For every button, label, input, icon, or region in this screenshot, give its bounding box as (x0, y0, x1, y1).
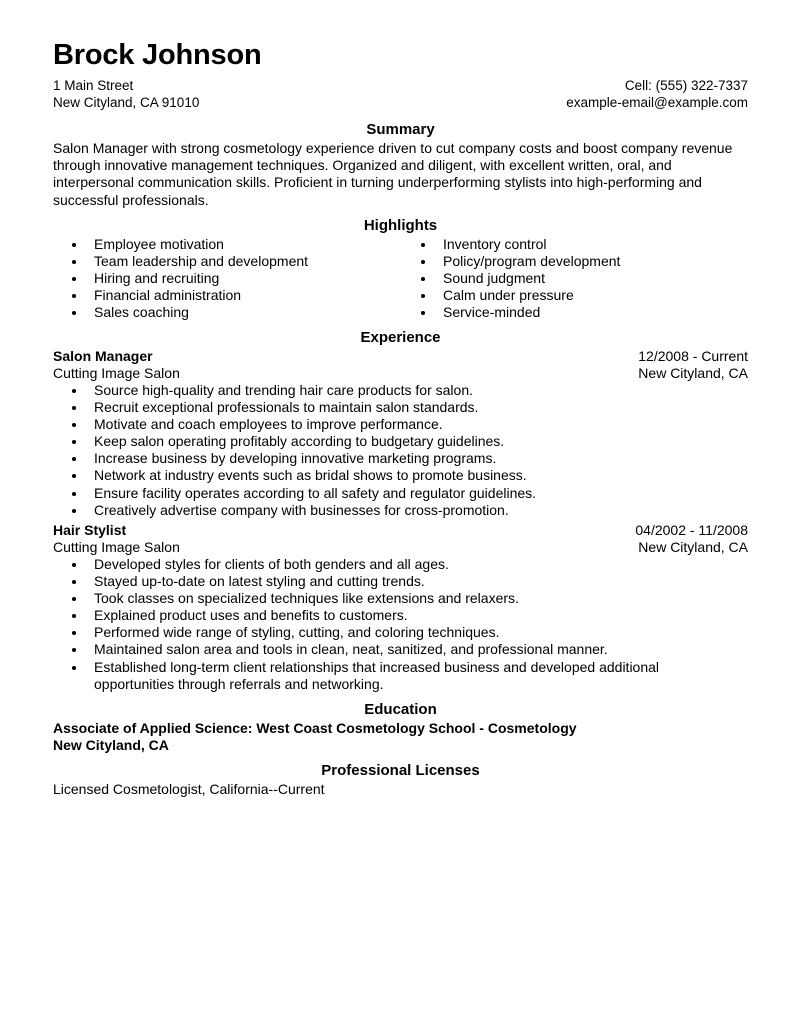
address-block (53, 77, 199, 111)
job-dates: 12/2008 - Current (638, 348, 748, 364)
email: example-email@example.com (566, 95, 748, 110)
license-text: Licensed Cosmetologist, California--Current (53, 781, 325, 797)
highlights-right-list (402, 236, 620, 321)
job-bullet: Creatively advertise company with businesses for cross-promotion. (53, 502, 713, 519)
job-bullet: Took classes on specialized techniques like extensions and relaxers. (53, 590, 713, 607)
highlight-item: Sound judgment (402, 270, 620, 287)
highlight-item: Employee motivation (53, 236, 308, 253)
highlight-item: Policy/program development (402, 253, 620, 270)
job-bullet: Network at industry events such as bridal shows to promote business. (53, 467, 713, 484)
job-bullet: Performed wide range of styling, cutting, and coloring techniques. (53, 624, 713, 641)
education-heading: Education (364, 701, 437, 718)
job-bullet: Source high-quality and trending hair care products for salon. (53, 382, 713, 399)
licenses-heading: Professional Licenses (321, 762, 480, 779)
candidate-name: Brock Johnson (53, 39, 262, 71)
job-location: New Cityland, CA (638, 365, 748, 381)
job-company: Cutting Image Salon (53, 365, 180, 381)
contact-block (566, 77, 748, 111)
highlight-item: Inventory control (402, 236, 620, 253)
highlight-item: Sales coaching (53, 304, 308, 321)
summary-heading: Summary (366, 121, 435, 138)
job-bullet: Ensure facility operates according to all safety and regulator guidelines. (53, 485, 713, 502)
job-company: Cutting Image Salon (53, 539, 180, 555)
job-dates: 04/2002 - 11/2008 (635, 522, 748, 538)
highlights-left-list (53, 236, 308, 321)
highlight-item: Team leadership and development (53, 253, 308, 270)
job-title: Hair Stylist (53, 522, 127, 538)
job-bullet: Established long-term client relationships that increased business and developed additional opportunities through referrals and networking. (53, 659, 713, 693)
summary-text: Salon Manager with strong cosmetology experience driven to cut company costs and boost company revenue through innovative management techniques. Organized and diligent, with excellent written, oral, and interpersonal communication skills. Proficient in turning underperforming stylists into high-performing and successful professionals. (53, 140, 733, 208)
highlight-item: Calm under pressure (402, 287, 620, 304)
education-location: New Cityland, CA (53, 737, 169, 753)
phone: Cell: (555) 322-7337 (624, 78, 748, 93)
experience-heading: Experience (360, 329, 441, 346)
address-line-1: 1 Main Street (53, 78, 134, 93)
job-bullet: Increase business by developing innovative marketing programs. (53, 450, 713, 467)
job-bullets (53, 382, 713, 519)
highlights-heading: Highlights (363, 217, 438, 234)
job-bullet: Stayed up-to-date on latest styling and cutting trends. (53, 573, 713, 590)
job-title: Salon Manager (53, 348, 153, 364)
job-location: New Cityland, CA (638, 539, 748, 555)
job-bullet: Keep salon operating profitably according to budgetary guidelines. (53, 433, 713, 450)
highlight-item: Financial administration (53, 287, 308, 304)
job-bullet: Developed styles for clients of both genders and all ages. (53, 556, 713, 573)
job-bullets (53, 556, 713, 693)
job-bullet: Recruit exceptional professionals to maintain salon standards. (53, 399, 713, 416)
job-bullet: Motivate and coach employees to improve performance. (53, 416, 713, 433)
education-block (53, 720, 577, 754)
job-bullet: Maintained salon area and tools in clean, neat, sanitized, and professional manner. (53, 641, 713, 658)
education-degree: Associate of Applied Science: West Coast Cosmetology School - Cosmetology (53, 720, 577, 736)
job-bullet: Explained product uses and benefits to customers. (53, 607, 713, 624)
address-line-2: New Cityland, CA 91010 (53, 95, 200, 110)
highlight-item: Service-minded (402, 304, 620, 321)
highlight-item: Hiring and recruiting (53, 270, 308, 287)
